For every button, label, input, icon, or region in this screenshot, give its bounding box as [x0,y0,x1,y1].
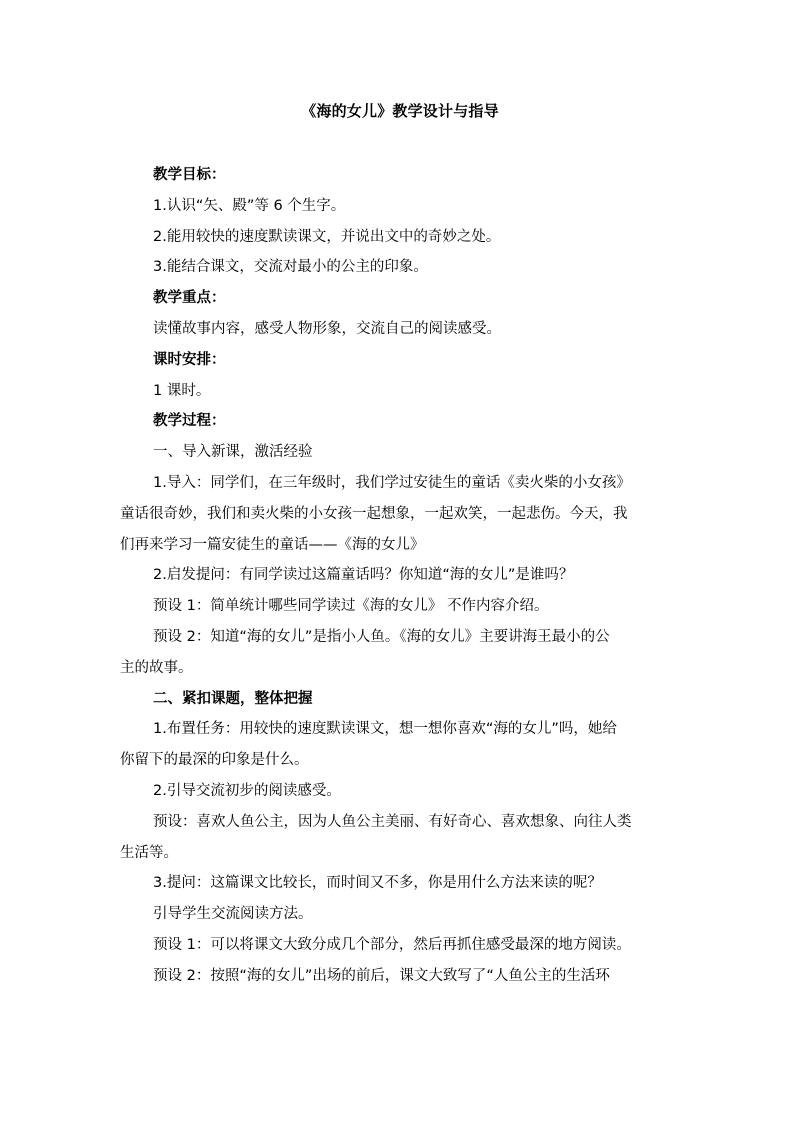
section-heading: 教学目标： [153,167,226,183]
body-line: 2.能用较快的速度默读课文，并说出文中的奇妙之处。 [153,228,501,245]
body-line: 预设：喜欢人鱼公主，因为人鱼公主美丽、有好奇心、喜欢想象、向往人类 [153,813,632,830]
body-line: 2.引导交流初步的阅读感受。 [153,782,341,799]
body-line: 们再来学习一篇安徒生的童话——《海的女儿》 [120,536,425,553]
body-line: 1.认识“矢、殿”等 6 个生字。 [153,197,346,214]
body-line: 预设 1：简单统计哪些同学读过《海的女儿》 不作内容介绍。 [153,598,549,615]
document-page [120,96,680,992]
body-line: 3.能结合课文，交流对最小的公主的印象。 [153,259,428,276]
body-line: 1.导入：同学们，在三年级时，我们学过安徒生的童话《卖火柴的小女孩》 [153,474,631,491]
body-line: 引导学生交流阅读方法。 [153,906,313,923]
body-line: 童话很奇妙，我们和卖火柴的小女孩一起想象，一起欢笑，一起悲伤。今天，我 [120,505,628,522]
section-heading: 二、紧扣课题，整体把握 [153,690,313,707]
body-line: 预设 1：可以将课文大致分成几个部分，然后再抓住感受最深的地方阅读。 [153,936,631,953]
body-line: 预设 2：按照“海的女儿”出场的前后，课文大致写了“人鱼公主的生活环 [153,967,610,984]
document-title: 《海的女儿》教学设计与指导 [301,102,499,120]
body-line: 3.提问：这篇课文比较长，而时间又不多，你是用什么方法来读的呢？ [153,875,602,892]
section-heading: 教学过程： [153,413,226,430]
body-line: 1.布置任务：用较快的速度默读课文，想一想你喜欢“海的女儿”吗，她给 [153,721,617,738]
body-line: 主的故事。 [120,659,193,676]
body-line: 读懂故事内容，感受人物形象，交流自己的阅读感受。 [153,320,501,337]
section-heading: 课时安排： [153,351,226,368]
body-line: 预设 2：知道“海的女儿”是指小人鱼。《海的女儿》主要讲海王最小的公 [153,628,610,645]
body-line: 一、导入新课，激活经验 [153,444,313,461]
section-heading: 教学重点： [153,290,226,307]
document-body [120,160,680,992]
body-line: 1 课时。 [153,382,211,399]
body-line: 生活等。 [120,844,178,861]
body-line: 2.启发提问：有同学读过这篇童话吗？你知道“海的女儿”是谁吗？ [153,567,574,584]
body-line: 你留下的最深的印象是什么。 [120,752,309,769]
